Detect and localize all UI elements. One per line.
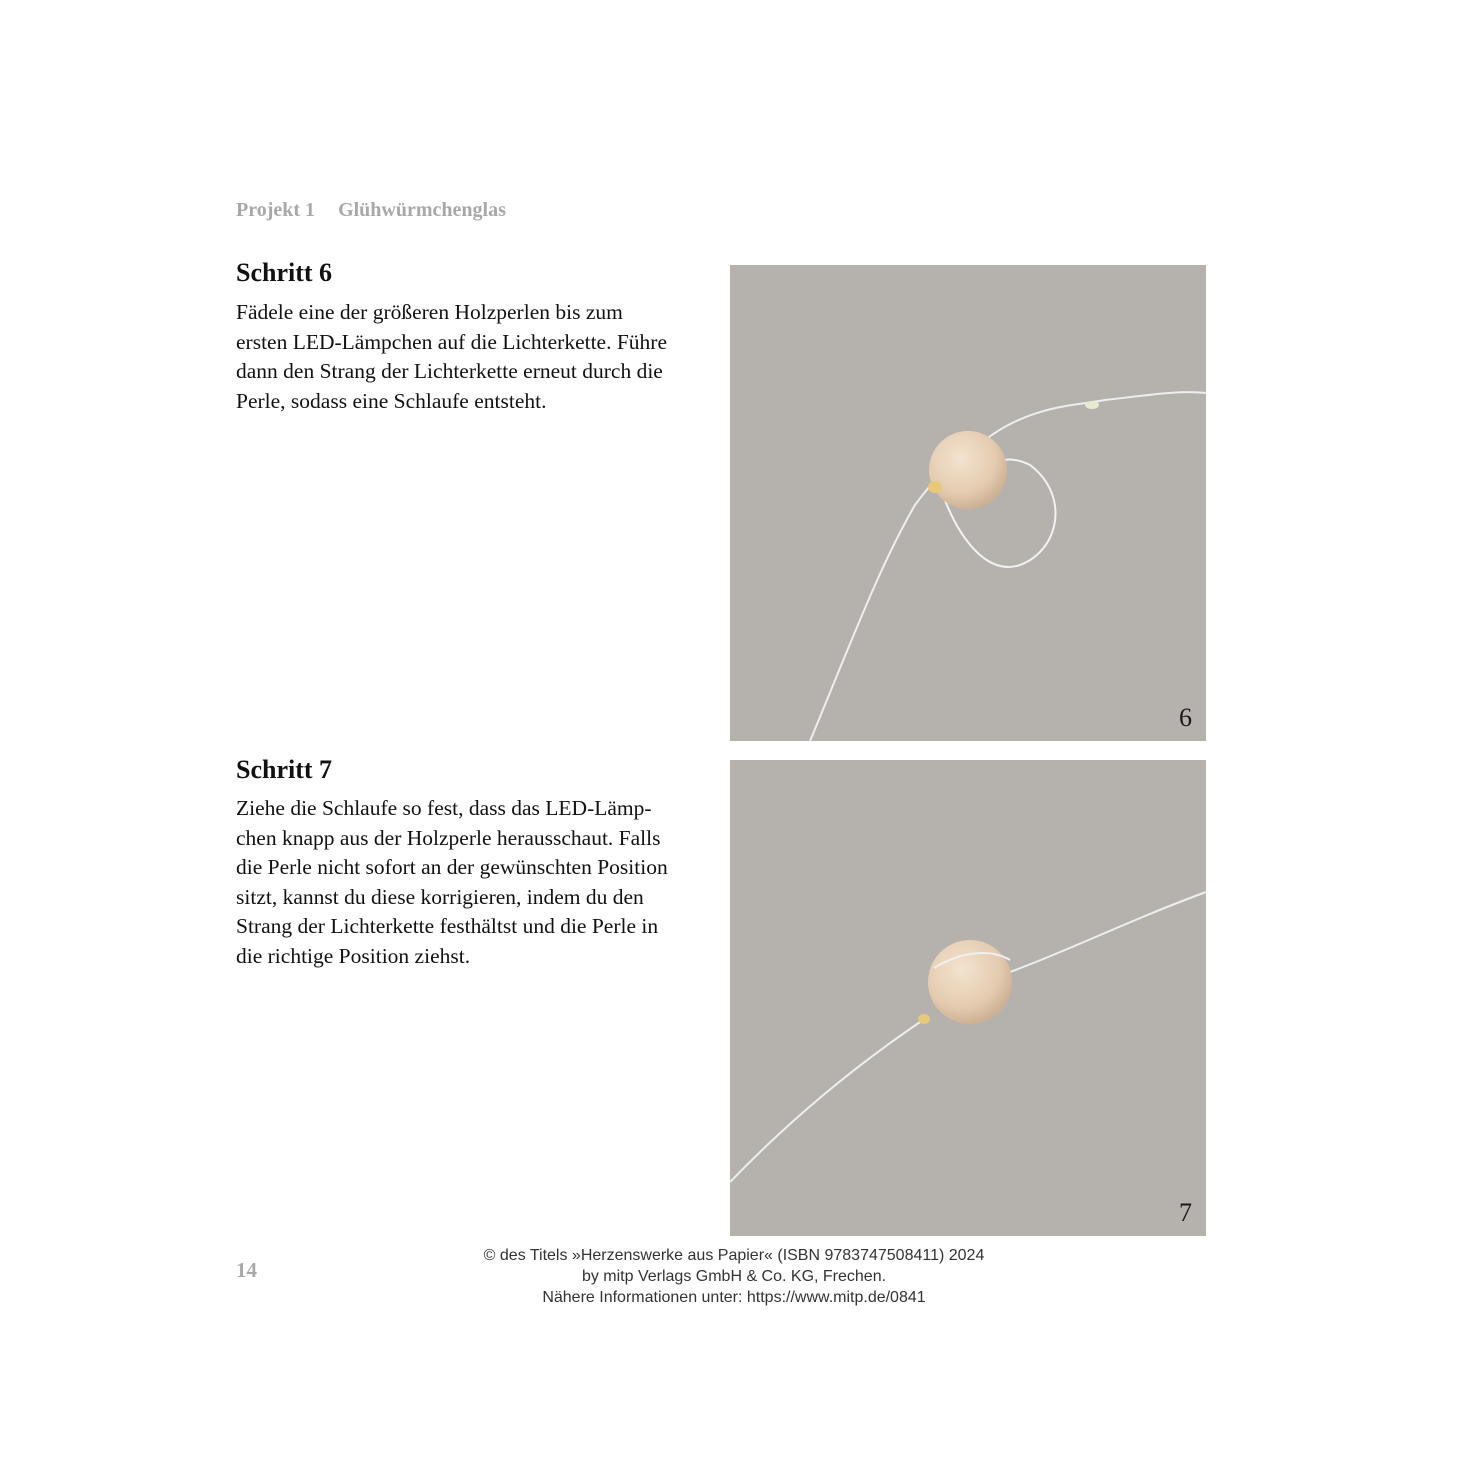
step-6-text (236, 298, 716, 416)
wooden-bead-with-wire-loop-icon (730, 265, 1206, 741)
running-header (236, 199, 506, 222)
step-7-line: Strang der Lichterkette festhältst und die Perle in (236, 914, 659, 938)
figure-number-6: 6 (1179, 703, 1192, 732)
step-7-text (236, 794, 716, 971)
chapter-label: Projekt 1 (236, 199, 316, 221)
step-7-title: Schritt 7 (236, 755, 333, 784)
step-7-line: chen knapp aus der Holzperle herausschaut. Falls (236, 825, 661, 850)
step-6-line: dann den Strang der Lichterkette erneut durch die (236, 359, 663, 383)
figure-number-7: 7 (1179, 1198, 1192, 1227)
copyright-url-line: Nähere Informationen unter: https://www.mitp.de/0841 (542, 1289, 926, 1306)
step-7-line: sitzt, kannst du diese korrigieren, indem du den (236, 884, 644, 909)
step-7-line: die Perle nicht sofort an der gewünschten Position (236, 855, 668, 879)
step-6-line: Perle, sodass eine Schlaufe entsteht. (236, 388, 547, 413)
chapter-title: Glühwürmchenglas (338, 199, 506, 221)
page-number: 14 (236, 1258, 257, 1282)
step-7-line: Ziehe die Schlaufe so fest, dass das LED-Lämp- (236, 796, 652, 820)
copyright-notice (434, 1245, 1034, 1308)
copyright-line: © des Titels »Herzenswerke aus Papier« (ISBN 9783747508411) 2024 (483, 1247, 985, 1264)
step-6-title: Schritt 6 (236, 258, 333, 287)
step-7-line: die richtige Position ziehst. (236, 943, 471, 968)
wooden-bead-on-wire-tightened-icon (730, 760, 1206, 1236)
step-6-line: Fädele eine der größeren Holzperlen bis zum (236, 300, 623, 324)
step-6-line: ersten LED-Lämpchen auf die Lichterkette. Führe (236, 329, 668, 354)
copyright-line: by mitp Verlags GmbH & Co. KG, Frechen. (581, 1268, 887, 1285)
step-7-photo (730, 760, 1206, 1236)
step-6-photo (730, 265, 1206, 741)
